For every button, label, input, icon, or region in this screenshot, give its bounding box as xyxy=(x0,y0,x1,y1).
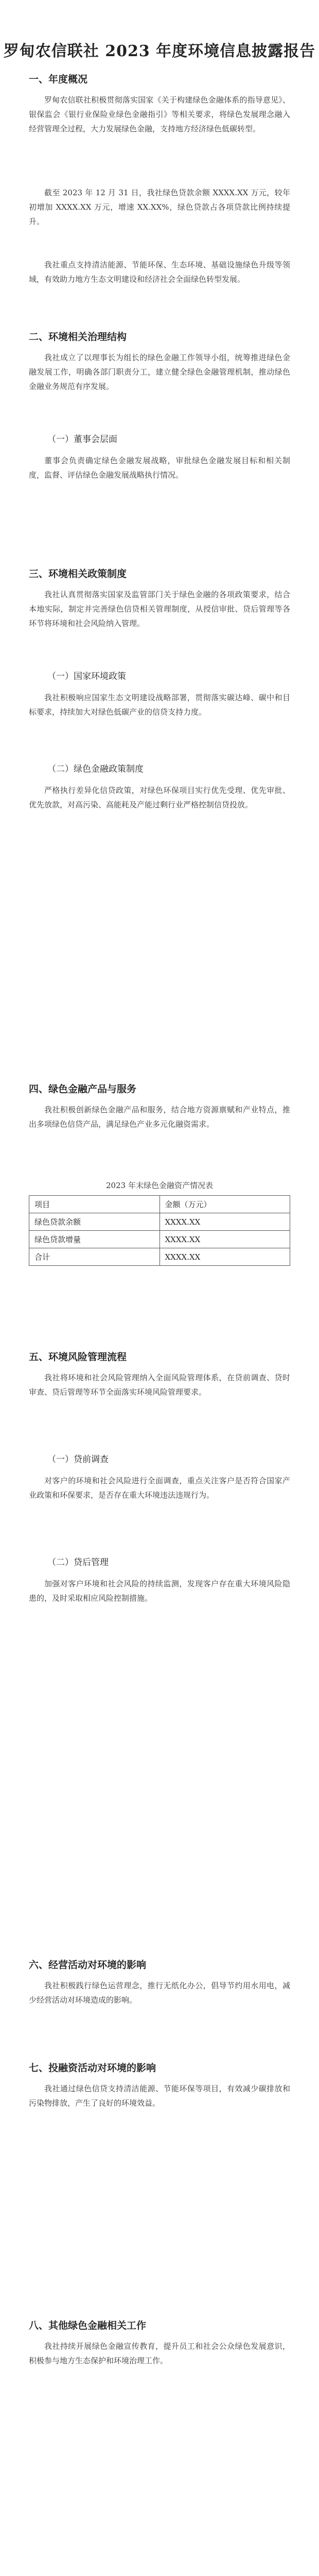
risk-subheading-post-loan: （二）贷后管理 xyxy=(47,1557,109,1568)
section-heading-other: 八、其他绿色金融相关工作 xyxy=(29,2320,147,2331)
asset-table-caption: 2023 年末绿色金融资产情况表 xyxy=(106,1181,213,1190)
risk-paragraph-2: 对客户的环境和社会风险进行全面调查，重点关注客户是否符合国家产业政策和环保要求，是否存在重大环境违法违规行为。 xyxy=(29,1476,290,1500)
document-title: 罗甸农信联社 2023 年度环境信息披露报告 xyxy=(3,42,316,60)
table-cell: 绿色贷款增量 xyxy=(29,1231,160,1248)
section-heading-governance: 二、环境相关治理结构 xyxy=(29,331,127,343)
governance-board-paragraph: 董事会负责确定绿色金融发展战略，审批绿色金融发展目标和相关制度，监督、评估绿色金融发展战略执行情况。 xyxy=(29,456,290,480)
table-row xyxy=(29,1231,290,1248)
section-heading-risk: 五、环境风险管理流程 xyxy=(29,1351,127,1363)
overview-paragraph-2: 截至 2023 年 12 月 31 日，我社绿色贷款余额 XXXX.XX 万元，较年初增加 XXXX.XX 万元，增速 XX.XX%，绿色贷款占各项贷款比例持续提升。 xyxy=(29,188,290,226)
table-cell: 项目 xyxy=(29,1196,160,1213)
policy-subheading-green-finance: （二）绿色金融政策制度 xyxy=(47,764,144,774)
section-heading-products: 四、绿色金融产品与服务 xyxy=(29,1083,137,1095)
table-cell: 合计 xyxy=(29,1248,160,1266)
policy-paragraph-3: 严格执行差异化信贷政策，对绿色环保项目实行优先受理、优先审批、优先放款，对高污染、高能耗及产能过剩行业严格控制信贷投放。 xyxy=(29,786,290,809)
table-cell: XXXX.XX xyxy=(160,1231,290,1248)
overview-paragraph-3: 我社重点支持清洁能源、节能环保、生态环境、基础设施绿色升级等领域，有效助力地方生态文明建设和经济社会全面绿色转型发展。 xyxy=(29,260,290,284)
risk-paragraph-1: 我社将环境和社会风险管理纳入全面风险管理体系，在贷前调查、贷时审查、贷后管理等环节全面落实环境风险管理要求。 xyxy=(29,1373,290,1397)
risk-paragraph-3: 加强对客户环境和社会风险的持续监测，发现客户存在重大环境风险隐患的，及时采取相应风险控制措施。 xyxy=(29,1579,290,1603)
table-cell: XXXX.XX xyxy=(160,1248,290,1266)
investment-paragraph: 我社通过绿色信贷支持清洁能源、节能环保等项目，有效减少碳排放和污染物排放，产生了良好的环境效益。 xyxy=(29,2084,290,2108)
operations-paragraph: 我社积极践行绿色运营理念，推行无纸化办公，倡导节约用水用电，减少经营活动对环境造成的影响。 xyxy=(29,1981,290,2005)
products-paragraph: 我社积极创新绿色金融产品和服务，结合地方资源禀赋和产业特点，推出多项绿色信贷产品，满足绿色产业多元化融资需求。 xyxy=(29,1105,290,1129)
overview-paragraph-1: 罗甸农信联社积极贯彻落实国家《关于构建绿色金融体系的指导意见》、银保监会《银行业保险业绿色金融指引》等相关要求，将绿色发展理念融入经营管理全过程，大力发展绿色金融，支持地方经济绿色低碳转型。 xyxy=(29,95,290,133)
policy-paragraph-1: 我社认真贯彻落实国家及监管部门关于绿色金融的各项政策要求，结合本地实际，制定并完善绿色信贷相关管理制度，从授信审批、贷后管理等各环节将环境和社会风险纳入管理。 xyxy=(29,590,290,628)
risk-subheading-pre-loan: （一）贷前调查 xyxy=(47,1454,109,1465)
section-heading-overview: 一、年度概况 xyxy=(29,74,88,85)
table-row xyxy=(29,1248,290,1266)
table-row xyxy=(29,1213,290,1231)
governance-paragraph: 我社成立了以理事长为组长的绿色金融工作领导小组，统筹推进绿色金融发展工作，明确各部门职责分工，建立健全绿色金融管理机制，推动绿色金融业务规范有序发展。 xyxy=(29,353,290,391)
asset-table xyxy=(29,1195,290,1266)
policy-subheading-national: （一）国家环境政策 xyxy=(47,671,126,682)
governance-subheading-board: （一）董事会层面 xyxy=(47,434,117,445)
table-cell: 绿色贷款余额 xyxy=(29,1213,160,1231)
section-heading-policy: 三、环境相关政策制度 xyxy=(29,568,127,580)
other-paragraph: 我社持续开展绿色金融宣传教育，提升员工和社会公众绿色发展意识，积极参与地方生态保护和环境治理工作。 xyxy=(29,2342,290,2365)
table-cell: XXXX.XX xyxy=(160,1213,290,1231)
table-header-row xyxy=(29,1196,290,1213)
table-cell: 金额（万元） xyxy=(160,1196,290,1213)
section-heading-operations: 六、经营活动对环境的影响 xyxy=(29,1959,147,1971)
section-heading-investment: 七、投融资活动对环境的影响 xyxy=(29,2062,156,2074)
policy-paragraph-2: 我社积极响应国家生态文明建设战略部署，贯彻落实碳达峰、碳中和目标要求，持续加大对绿色低碳产业的信贷支持力度。 xyxy=(29,693,290,717)
